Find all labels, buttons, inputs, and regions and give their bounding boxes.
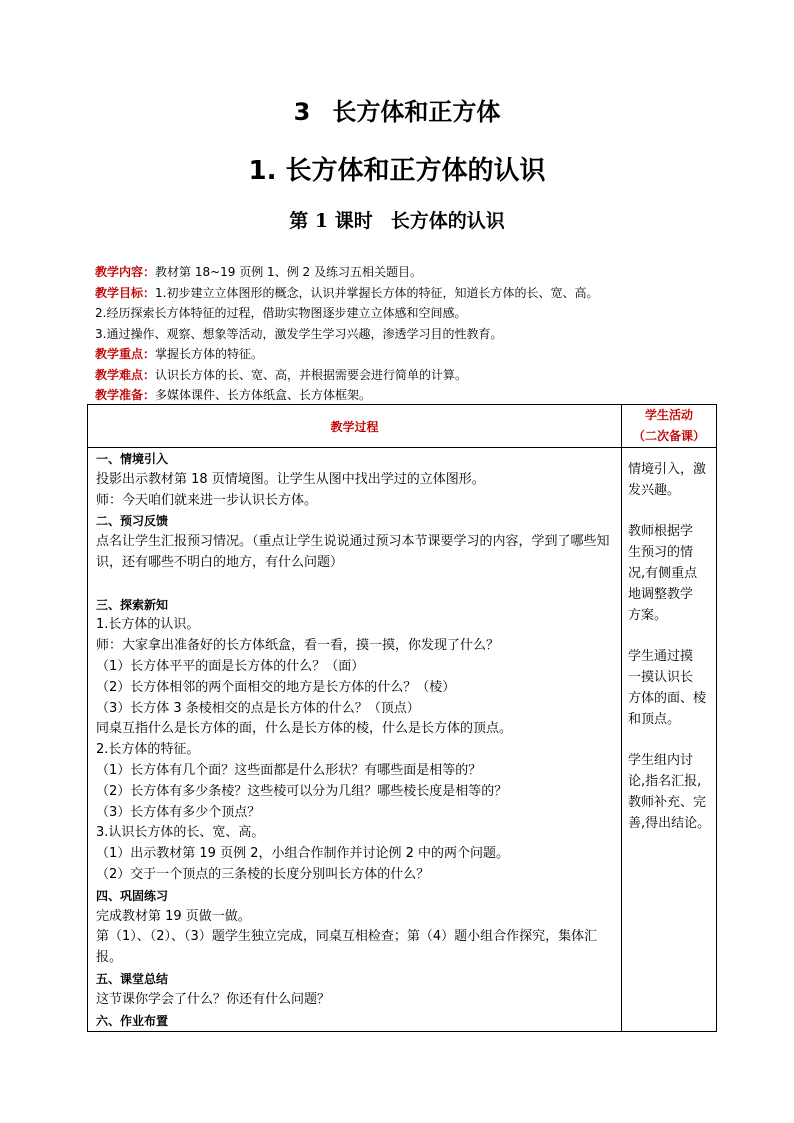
activity-note-line: 方案。 bbox=[628, 607, 668, 623]
blank-line bbox=[96, 574, 615, 595]
activity-note-line: 善,得出结论。 bbox=[628, 815, 711, 831]
process-line: 3.认识长方体的长、宽、高。 bbox=[96, 825, 265, 841]
activity-cell bbox=[622, 448, 717, 1032]
content-text: 教材第 18~19 页例 1、例 2 及练习五相关题目。 bbox=[155, 265, 422, 279]
lesson-heading bbox=[0, 206, 794, 233]
process-line: （1）出示教材第 19 页例 2，小组合作制作并讨论例 2 中的两个问题。 bbox=[96, 846, 510, 862]
process-line: 第（1）、（2）、（3）题学生独立完成，同桌互相检查；第（4）题小组合作探究，集体汇报。 bbox=[96, 929, 598, 966]
section-heading: 一、情境引入 bbox=[96, 452, 169, 466]
blank-line bbox=[628, 502, 714, 523]
meta-prep-row bbox=[95, 385, 735, 406]
activity-header-line1: 学生活动 bbox=[644, 408, 693, 422]
process-line: （3）长方体有多少个顶点？ bbox=[96, 804, 261, 820]
section-heading: 六、作业布置 bbox=[96, 1013, 169, 1028]
process-cell bbox=[88, 448, 622, 1032]
process-line: 2.长方体的特征。 bbox=[96, 742, 200, 758]
chapter-number: 3 bbox=[293, 98, 311, 126]
process-column-header: 教学过程 bbox=[88, 405, 622, 448]
section-title: 1. 长方体和正方体的认识 bbox=[248, 156, 546, 186]
process-line: 师：今天咱们就来进一步认识长方体。 bbox=[96, 492, 318, 508]
activity-note-line: 地调整教学 bbox=[628, 586, 694, 602]
goal-2: 2.经历探索长方体特征的过程，借助实物图逐步建立立体感和空间感。 bbox=[95, 306, 467, 320]
table-header-row bbox=[88, 405, 717, 448]
goals-label: 教学目标： bbox=[95, 285, 156, 300]
lesson-plan-table bbox=[87, 404, 717, 1032]
chapter-heading bbox=[0, 92, 794, 127]
meta-key-row bbox=[95, 344, 735, 365]
table-body-row bbox=[88, 448, 717, 1032]
goal-3: 3.通过操作、观察、想象等活动，激发学生学习兴趣，渗透学习目的性教育。 bbox=[95, 326, 503, 341]
blank-line bbox=[628, 730, 714, 751]
key-label: 教学重点： bbox=[95, 347, 156, 361]
goal-1: 1.初步建立立体图形的概念，认识并掌握长方体的特征，知道长方体的长、宽、高。 bbox=[155, 285, 599, 300]
prep-label: 教学准备： bbox=[95, 388, 156, 402]
activity-note-line: 教师补充、完 bbox=[628, 794, 707, 810]
process-line: （2）交于一个顶点的三条棱的长度分别叫长方体的什么？ bbox=[96, 866, 430, 882]
meta-goals-row bbox=[95, 283, 735, 304]
activity-note-line: 况,有侧重点 bbox=[628, 565, 698, 581]
activity-note-line: 学生通过摸 bbox=[628, 649, 694, 665]
section-heading: 五、课堂总结 bbox=[96, 971, 169, 986]
lesson-meta bbox=[95, 262, 735, 406]
activity-note-line: 情境引入，激 bbox=[628, 462, 707, 477]
section-heading: 二、预习反馈 bbox=[96, 514, 169, 529]
process-line: 完成教材第 19 页做一做。 bbox=[96, 908, 251, 924]
section-heading: 四、巩固练习 bbox=[96, 888, 169, 903]
process-line: （3）长方体 3 条棱相交的点是长方体的什么？（顶点） bbox=[96, 700, 420, 716]
activity-note-line: 和顶点。 bbox=[628, 711, 681, 727]
activity-note-line: 发兴趣。 bbox=[628, 482, 681, 498]
difficulty-text: 认识长方体的长、宽、高，并根据需要会进行简单的计算。 bbox=[155, 367, 468, 382]
section-heading: 三、探索新知 bbox=[96, 597, 169, 612]
lesson-number: 第 1 课时 bbox=[289, 210, 373, 232]
meta-content-row bbox=[95, 262, 735, 283]
difficulty-label: 教学难点： bbox=[95, 367, 156, 382]
process-line: （1）长方体有几个面？这些面都是什么形状？有哪些面是相等的？ bbox=[96, 762, 482, 778]
key-text: 掌握长方体的特征。 bbox=[155, 347, 264, 361]
activity-note-line: 论,指名汇报, bbox=[628, 773, 702, 789]
process-line: 1.长方体的认识。 bbox=[96, 617, 200, 633]
activity-note-line: 学生组内讨 bbox=[628, 753, 694, 769]
prep-text: 多媒体课件、长方体纸盒、长方体框架。 bbox=[155, 388, 372, 402]
process-line: （2）长方体相邻的两个面相交的地方是长方体的什么？（棱） bbox=[96, 679, 456, 695]
activity-column-header bbox=[622, 405, 717, 448]
process-line: （2）长方体有多少条棱？这些棱可以分为几组？哪些棱长度是相等的？ bbox=[96, 783, 508, 799]
activity-note-line: 生预习的情 bbox=[628, 545, 694, 561]
activity-note-line: 一摸认识长 bbox=[628, 669, 694, 685]
process-line: 师：大家拿出准备好的长方体纸盒，看一看，摸一摸，你发现了什么？ bbox=[96, 638, 500, 654]
process-line: 同桌互指什么是长方体的面，什么是长方体的棱，什么是长方体的顶点。 bbox=[96, 721, 513, 737]
activity-note-line: 方体的面、棱 bbox=[628, 690, 707, 706]
process-line: 投影出示教材第 18 页情境图。让学生从图中找出学过的立体图形。 bbox=[96, 471, 485, 487]
process-line: 点名让学生汇报预习情况。（重点让学生说说通过预习本节课要学习的内容，学到了哪些知识，还有哪些不明白的地方，有什么问题） bbox=[96, 534, 610, 570]
activity-note-line: 教师根据学 bbox=[628, 524, 694, 540]
activity-header-line2: （二次备课） bbox=[632, 429, 705, 443]
chapter-title: 长方体和正方体 bbox=[332, 98, 501, 126]
content-label: 教学内容： bbox=[95, 265, 156, 279]
process-line: （1）长方体平平的面是长方体的什么？（面） bbox=[96, 658, 365, 674]
process-line: 这节课你学会了什么？你还有什么问题？ bbox=[96, 991, 331, 1007]
meta-difficulty-row bbox=[95, 365, 735, 386]
lesson-title: 长方体的认识 bbox=[390, 210, 505, 232]
blank-line bbox=[628, 626, 714, 647]
